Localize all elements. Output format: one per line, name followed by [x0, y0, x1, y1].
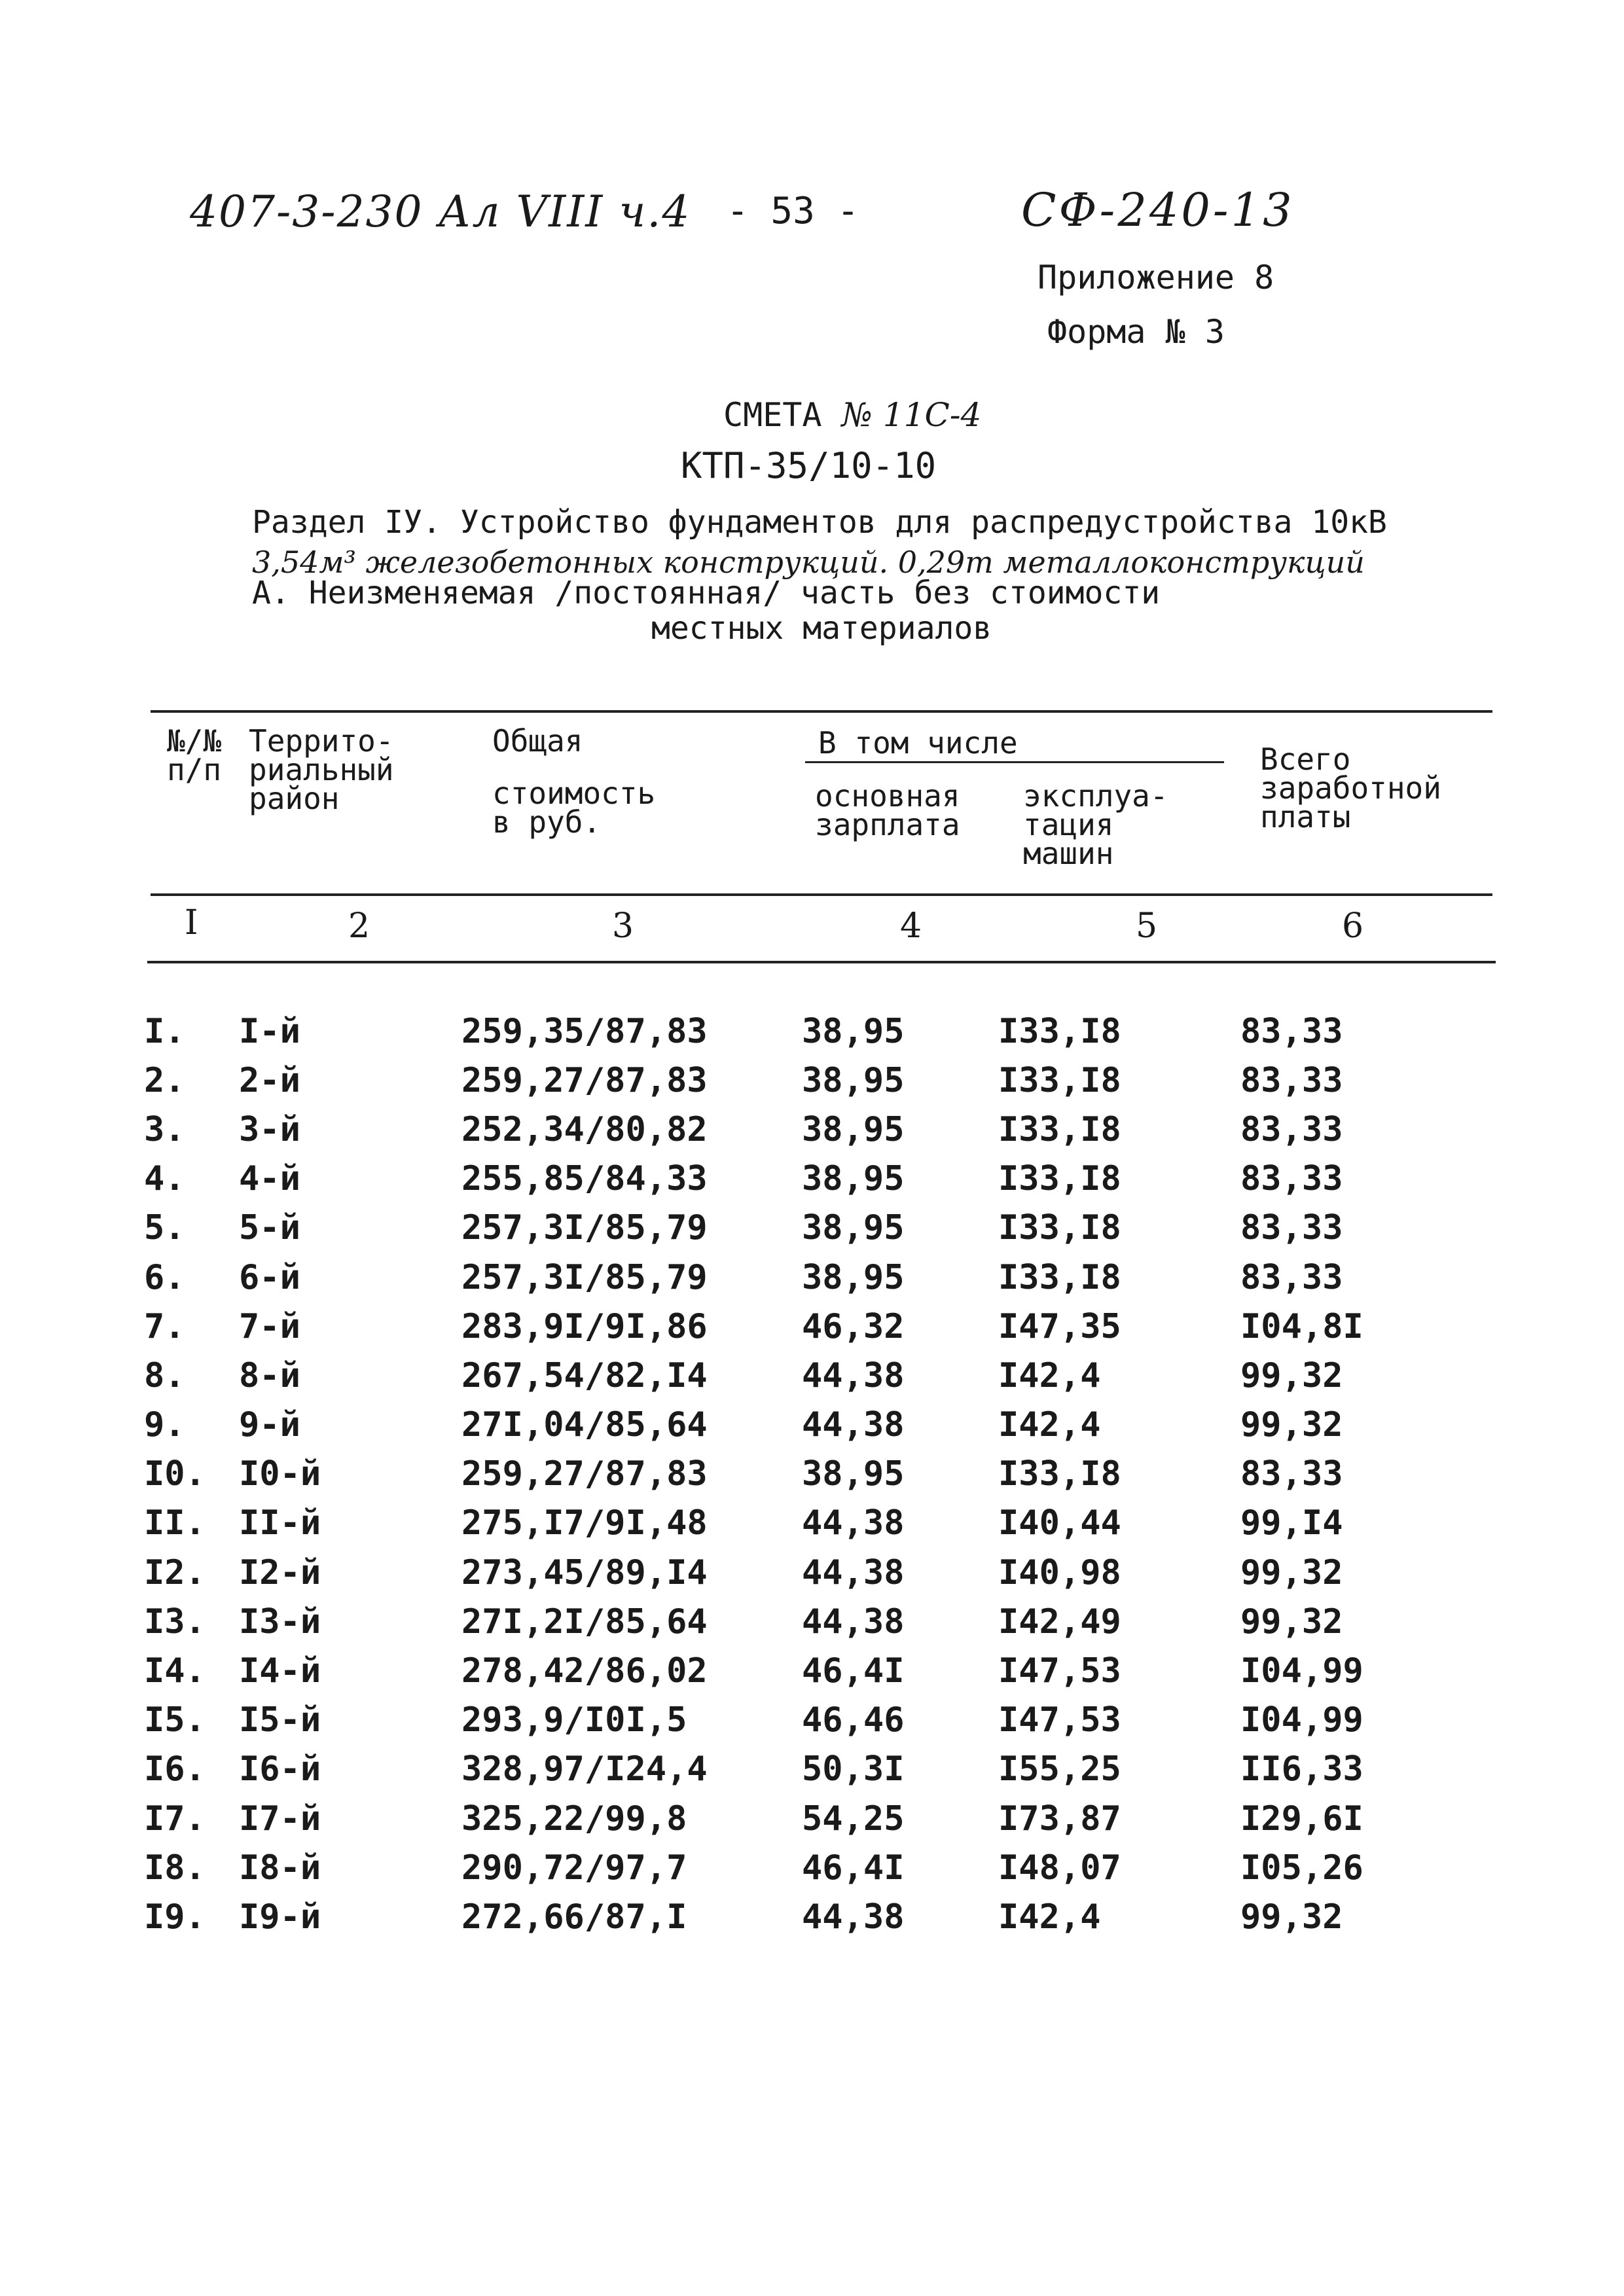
total-wage-cell: 83,33 [1240, 1159, 1343, 1199]
total-cost-cell: 257,3I/85,79 [461, 1208, 708, 1248]
region-cell: I-й [239, 1011, 300, 1051]
region-cell: I2-й [239, 1552, 321, 1592]
row-number: I3. [144, 1602, 206, 1641]
machine-ops-cell: I42,49 [998, 1602, 1121, 1641]
colnum-6: 6 [1342, 906, 1364, 946]
row-number: 3. [144, 1109, 185, 1149]
total-cost-cell: 283,9I/9I,86 [461, 1306, 708, 1346]
table-row [144, 1548, 1437, 1597]
table-row [144, 1794, 1437, 1843]
header-region: Террито- риальный район [249, 723, 394, 816]
machine-ops-cell: I40,44 [998, 1503, 1121, 1543]
machine-ops-cell: I47,35 [998, 1306, 1121, 1346]
including-rule [805, 761, 1224, 763]
base-wage-cell: 50,3I [802, 1749, 905, 1789]
row-number: I5. [144, 1700, 206, 1740]
region-cell: I5-й [239, 1700, 321, 1740]
total-wage-cell: 83,33 [1240, 1011, 1343, 1051]
table-row [144, 1499, 1437, 1548]
total-wage-cell: 83,33 [1240, 1208, 1343, 1248]
total-cost-cell: 290,72/97,7 [461, 1848, 687, 1888]
document-code-right: СФ-240-13 [1021, 183, 1295, 237]
table-row [144, 1204, 1437, 1253]
machine-ops-cell: I42,4 [998, 1897, 1101, 1937]
total-cost-cell: 257,3I/85,79 [461, 1257, 708, 1297]
total-wage-cell: I04,99 [1240, 1651, 1363, 1691]
machine-ops-cell: I33,I8 [998, 1257, 1121, 1297]
machine-ops-cell: I33,I8 [998, 1011, 1121, 1051]
total-cost-cell: 27I,2I/85,64 [461, 1602, 708, 1641]
table-row [144, 1892, 1437, 1941]
total-cost-cell: 259,35/87,83 [461, 1011, 708, 1051]
total-cost-cell: 293,9/I0I,5 [461, 1700, 687, 1740]
row-number: 4. [144, 1159, 185, 1199]
region-cell: 5-й [239, 1208, 300, 1248]
base-wage-cell: 46,4I [802, 1651, 905, 1691]
region-cell: I7-й [239, 1799, 321, 1839]
header-total-wage: Всего заработной платы [1260, 742, 1441, 834]
total-cost-cell: 259,27/87,83 [461, 1060, 708, 1100]
total-cost-cell: 275,I7/9I,48 [461, 1503, 708, 1543]
total-wage-cell: 99,32 [1240, 1552, 1343, 1592]
row-number: 2. [144, 1060, 185, 1100]
row-number: 9. [144, 1405, 185, 1445]
region-cell: II-й [239, 1503, 321, 1543]
base-wage-cell: 46,4I [802, 1848, 905, 1888]
total-wage-cell: I05,26 [1240, 1848, 1363, 1888]
machine-ops-cell: I42,4 [998, 1355, 1101, 1395]
total-cost-cell: 328,97/I24,4 [461, 1749, 708, 1789]
machine-ops-cell: I33,I8 [998, 1109, 1121, 1149]
estimate-title [723, 396, 981, 434]
table-row [144, 1155, 1437, 1204]
machine-ops-cell: I55,25 [998, 1749, 1121, 1789]
table-row [144, 1302, 1437, 1351]
region-cell: 7-й [239, 1306, 300, 1346]
machine-ops-cell: I47,53 [998, 1700, 1121, 1740]
estimate-table [144, 1007, 1437, 1942]
total-cost-cell: 255,85/84,33 [461, 1159, 708, 1199]
table-top-rule [151, 710, 1492, 713]
table-row [144, 1007, 1437, 1056]
row-number: I8. [144, 1848, 206, 1888]
total-cost-cell: 267,54/82,I4 [461, 1355, 708, 1395]
colnum-1: I [185, 903, 198, 942]
region-cell: I3-й [239, 1602, 321, 1641]
row-number: I6. [144, 1749, 206, 1789]
base-wage-cell: 46,46 [802, 1700, 905, 1740]
total-cost-cell: 272,66/87,I [461, 1897, 687, 1937]
base-wage-cell: 44,38 [802, 1552, 905, 1592]
total-wage-cell: 99,32 [1240, 1355, 1343, 1395]
machine-ops-cell: I33,I8 [998, 1060, 1121, 1100]
table-row [144, 1105, 1437, 1154]
base-wage-cell: 38,95 [802, 1060, 905, 1100]
total-wage-cell: 83,33 [1240, 1109, 1343, 1149]
total-wage-cell: 83,33 [1240, 1454, 1343, 1494]
base-wage-cell: 38,95 [802, 1159, 905, 1199]
total-cost-cell: 259,27/87,83 [461, 1454, 708, 1494]
colnum-2: 2 [348, 906, 370, 946]
base-wage-cell: 44,38 [802, 1503, 905, 1543]
part-a-title-cont: местных материалов [651, 610, 992, 647]
colnum-3: 3 [612, 906, 634, 946]
region-cell: 2-й [239, 1060, 300, 1100]
colnum-bottom-rule [147, 961, 1496, 963]
machine-ops-cell: I73,87 [998, 1799, 1121, 1839]
row-number: II. [144, 1503, 206, 1543]
total-wage-cell: 83,33 [1240, 1060, 1343, 1100]
base-wage-cell: 38,95 [802, 1257, 905, 1297]
region-cell: I4-й [239, 1651, 321, 1691]
row-number: 7. [144, 1306, 185, 1346]
total-wage-cell: 99,I4 [1240, 1503, 1343, 1543]
section-title: Раздел IУ. Устройство фундаментов для распредустройства 10кВ [252, 504, 1387, 541]
total-wage-cell: I04,8I [1240, 1306, 1363, 1346]
volumes-note: 3,54м³ железобетонных конструкций. 0,29т металлоконструкций [252, 545, 1365, 580]
estimate-number: № 11С-4 [841, 396, 982, 434]
colnum-4: 4 [900, 906, 922, 946]
total-cost-cell: 27I,04/85,64 [461, 1405, 708, 1445]
total-wage-cell: 99,32 [1240, 1405, 1343, 1445]
region-cell: 8-й [239, 1355, 300, 1395]
header-machine-ops: эксплуа- тация машин [1023, 778, 1168, 871]
header-num: №/№ п/п [167, 723, 222, 787]
base-wage-cell: 38,95 [802, 1011, 905, 1051]
region-cell: 6-й [239, 1257, 300, 1297]
table-row [144, 1646, 1437, 1695]
total-wage-cell: II6,33 [1240, 1749, 1363, 1789]
region-cell: 3-й [239, 1109, 300, 1149]
row-number: 6. [144, 1257, 185, 1297]
region-cell: 9-й [239, 1405, 300, 1445]
region-cell: I9-й [239, 1897, 321, 1937]
form-label: Форма № 3 [1047, 313, 1225, 351]
total-wage-cell: 99,32 [1240, 1897, 1343, 1937]
table-row [144, 1745, 1437, 1794]
document-code-left: 407-3-230 Ал VIII ч.4 [190, 187, 691, 237]
machine-ops-cell: I33,I8 [998, 1159, 1121, 1199]
base-wage-cell: 44,38 [802, 1355, 905, 1395]
table-row [144, 1401, 1437, 1450]
total-cost-cell: 325,22/99,8 [461, 1799, 687, 1839]
table-row [144, 1696, 1437, 1745]
table-row [144, 1056, 1437, 1105]
ktp-title: КТП-35/10-10 [681, 445, 937, 486]
total-wage-cell: 99,32 [1240, 1602, 1343, 1641]
row-number: I. [144, 1011, 185, 1051]
region-cell: 4-й [239, 1159, 300, 1199]
page-number: - 53 - [727, 190, 859, 232]
total-cost-cell: 252,34/80,82 [461, 1109, 708, 1149]
total-wage-cell: I29,6I [1240, 1799, 1363, 1839]
region-cell: I8-й [239, 1848, 321, 1888]
base-wage-cell: 38,95 [802, 1454, 905, 1494]
header-total-cost: Общая стоимость в руб. [492, 723, 656, 840]
base-wage-cell: 38,95 [802, 1109, 905, 1149]
base-wage-cell: 44,38 [802, 1602, 905, 1641]
base-wage-cell: 54,25 [802, 1799, 905, 1839]
header-including: В том числе [818, 725, 1018, 761]
region-cell: I0-й [239, 1454, 321, 1494]
part-a-title: А. Неизменяемая /постоянная/ часть без стоимости [252, 575, 1161, 611]
appendix-label: Приложение 8 [1038, 259, 1274, 296]
table-row [144, 1253, 1437, 1302]
machine-ops-cell: I42,4 [998, 1405, 1101, 1445]
machine-ops-cell: I33,I8 [998, 1208, 1121, 1248]
total-wage-cell: I04,99 [1240, 1700, 1363, 1740]
row-number: I9. [144, 1897, 206, 1937]
header-bottom-rule [151, 893, 1492, 896]
table-row [144, 1351, 1437, 1400]
row-number: I7. [144, 1799, 206, 1839]
estimate-prefix: СМЕТА [723, 396, 822, 434]
header-base-wage: основная зарплата [815, 778, 960, 842]
region-cell: I6-й [239, 1749, 321, 1789]
base-wage-cell: 38,95 [802, 1208, 905, 1248]
total-cost-cell: 273,45/89,I4 [461, 1552, 708, 1592]
row-number: I2. [144, 1552, 206, 1592]
row-number: 8. [144, 1355, 185, 1395]
row-number: I0. [144, 1454, 206, 1494]
total-cost-cell: 278,42/86,02 [461, 1651, 708, 1691]
base-wage-cell: 46,32 [802, 1306, 905, 1346]
colnum-5: 5 [1136, 906, 1158, 946]
base-wage-cell: 44,38 [802, 1405, 905, 1445]
table-row [144, 1597, 1437, 1646]
row-number: 5. [144, 1208, 185, 1248]
machine-ops-cell: I33,I8 [998, 1454, 1121, 1494]
machine-ops-cell: I40,98 [998, 1552, 1121, 1592]
row-number: I4. [144, 1651, 206, 1691]
machine-ops-cell: I47,53 [998, 1651, 1121, 1691]
table-row [144, 1843, 1437, 1892]
machine-ops-cell: I48,07 [998, 1848, 1121, 1888]
total-wage-cell: 83,33 [1240, 1257, 1343, 1297]
table-row [144, 1450, 1437, 1499]
base-wage-cell: 44,38 [802, 1897, 905, 1937]
